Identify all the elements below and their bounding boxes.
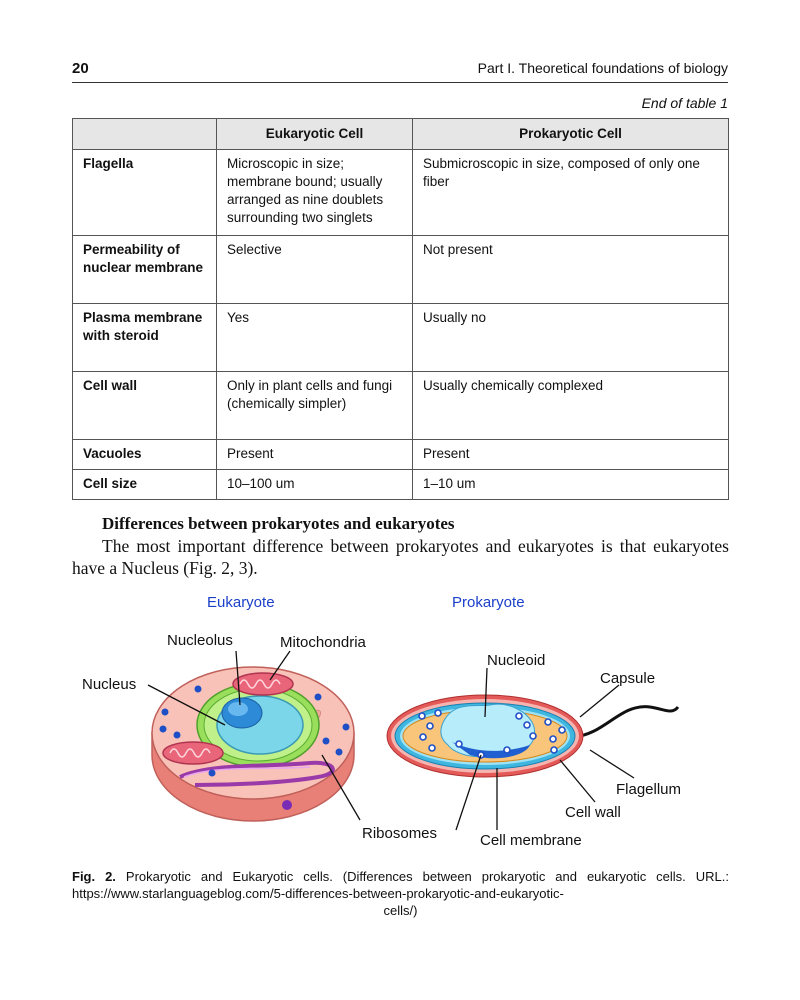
label-nucleus: Nucleus: [82, 676, 137, 693]
prokaryotic-cell-value: Not present: [413, 236, 729, 304]
row-label: Permeability of nuclear membrane: [73, 236, 217, 304]
running-title: Part I. Theoretical foundations of biology: [477, 60, 728, 76]
row-label: Cell size: [73, 470, 217, 500]
eukaryotic-cell-value: Only in plant cells and fungi (chemically simpler): [217, 372, 413, 440]
label-flagellum: Flagellum: [616, 781, 682, 798]
label-capsule: Capsule: [600, 670, 656, 687]
row-label: Flagella: [73, 150, 217, 236]
table-row: [73, 304, 729, 372]
table-caption: End of table 1: [641, 95, 728, 111]
column-header-prokaryotic: Prokaryotic Cell: [413, 119, 729, 150]
prokaryotic-cell-value: Present: [413, 440, 729, 470]
prokaryotic-cell-value: Usually no: [413, 304, 729, 372]
eukaryote-title: Eukaryote: [207, 594, 275, 611]
comparison-table: [72, 118, 729, 500]
row-label: Plasma membrane with steroid: [73, 304, 217, 372]
label-cell-wall: Cell wall: [565, 804, 621, 821]
table-header-row: [73, 119, 729, 150]
figure-caption-text: Prokaryotic and Eukaryotic cells. (Differences between prokaryotic and eukaryotic cells. URL.: https://www.starlanguageblog.com/5-differences-between-prokaryotic-and-eukaryotic-: [72, 869, 729, 901]
label-mitochondria: Mitochondria: [280, 634, 366, 651]
figure-caption-label: Fig. 2.: [72, 869, 116, 884]
label-nucleoid: Nucleoid: [487, 652, 546, 669]
table-row: [73, 236, 729, 304]
row-label: Cell wall: [73, 372, 217, 440]
page-header: [72, 58, 728, 83]
eukaryotic-cell: [152, 667, 354, 821]
mitochondrion: [233, 673, 293, 695]
prokaryotic-cell-value: Submicroscopic in size, composed of only one fiber: [413, 150, 729, 236]
eukaryotic-cell-value: Microscopic in size; membrane bound; usually arranged as nine doublets surrounding two singlets: [217, 150, 413, 236]
body-paragraph: The most important difference between prokaryotes and eukaryotes is that eukaryotes have a Nucleus (Fig. 2, 3).: [72, 536, 729, 578]
table-row: [73, 440, 729, 470]
label-cell-membrane: Cell membrane: [480, 832, 582, 849]
section-heading: Differences between prokaryotes and eukaryotes: [102, 514, 455, 533]
mitochondrion: [163, 742, 223, 764]
label-ribosomes: Ribosomes: [362, 825, 438, 842]
column-header-empty: [73, 119, 217, 150]
eukaryotic-cell-value: 10–100 um: [217, 470, 413, 500]
prokaryote-title: Prokaryote: [452, 594, 525, 611]
table-row: [73, 150, 729, 236]
figure-caption-tail: cells/): [383, 903, 418, 918]
table-row: [73, 372, 729, 440]
prokaryotic-cell: [387, 695, 678, 777]
eukaryotic-cell-value: Selective: [217, 236, 413, 304]
eukaryotic-cell-value: Present: [217, 440, 413, 470]
label-nucleolus: Nucleolus: [167, 632, 233, 649]
row-label: Vacuoles: [73, 440, 217, 470]
prokaryotic-cell-value: Usually chemically complexed: [413, 372, 729, 440]
cell-diagram: [60, 585, 740, 855]
page-number: 20: [72, 60, 89, 77]
eukaryotic-cell-value: Yes: [217, 304, 413, 372]
table-row: [73, 470, 729, 500]
column-header-eukaryotic: Eukaryotic Cell: [217, 119, 413, 150]
prokaryotic-cell-value: 1–10 um: [413, 470, 729, 500]
figure-caption: [72, 868, 729, 919]
